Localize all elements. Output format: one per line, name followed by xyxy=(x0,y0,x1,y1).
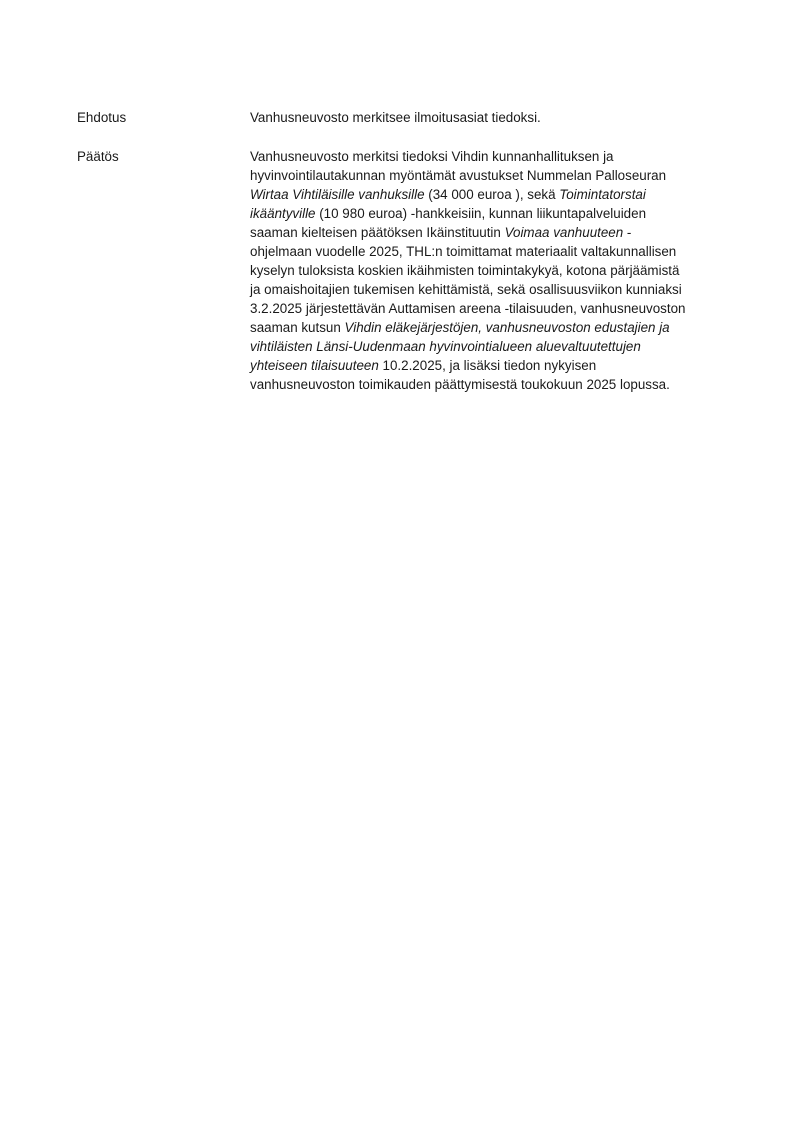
text-line xyxy=(250,261,740,280)
text-line xyxy=(250,318,740,337)
text-run: (10 980 euroa) -hankkeisiin, kunnan liikuntapalveluiden xyxy=(315,206,647,221)
paatos-text xyxy=(250,147,740,394)
text-run: vanhusneuvoston toimikauden päättymisestä toukokuun 2025 lopussa. xyxy=(250,377,670,392)
text-line xyxy=(250,299,740,318)
text-line xyxy=(250,280,740,299)
text-run: 10.2.2025, ja lisäksi tiedon nykyisen xyxy=(378,358,597,373)
text-line xyxy=(250,242,740,261)
text-run: ohjelmaan vuodelle 2025, THL:n toimittamat materiaalit valtakunnallisen xyxy=(250,244,677,259)
text-run: saaman kutsun xyxy=(250,320,345,335)
text-run: - xyxy=(623,225,632,240)
text-line xyxy=(250,147,740,166)
text-run: 3.2.2025 järjestettävän Auttamisen areena -tilaisuuden, vanhusneuvoston xyxy=(250,301,686,316)
text-run: saaman kielteisen päätöksen Ikäinstituutin xyxy=(250,225,505,240)
text-line xyxy=(250,337,740,356)
italic-text-run: Voimaa vanhuuteen xyxy=(504,225,624,240)
text-run: Vanhusneuvosto merkitsi tiedoksi Vihdin kunnanhallituksen ja xyxy=(250,149,614,164)
italic-text-run: vihtiläisten Länsi-Uudenmaan hyvinvointialueen aluevaltuutettujen xyxy=(250,339,641,354)
text-line xyxy=(250,375,740,394)
italic-text-run: ikääntyville xyxy=(250,206,316,221)
text-line xyxy=(250,108,740,127)
ehdotus-label: Ehdotus xyxy=(77,110,127,125)
text-line xyxy=(250,223,740,242)
italic-text-run: yhteiseen tilaisuuteen xyxy=(250,358,379,373)
text-run: hyvinvointilautakunnan myöntämät avustukset Nummelan Palloseuran xyxy=(250,168,667,183)
ehdotus-text xyxy=(250,108,740,127)
paatos-label: Päätös xyxy=(77,149,119,164)
text-line xyxy=(250,204,740,223)
italic-text-run: Wirtaa Vihtiläisille vanhuksille xyxy=(250,187,425,202)
italic-text-run: Toimintatorstai xyxy=(559,187,646,202)
text-line xyxy=(250,166,740,185)
text-run: kyselyn tuloksista koskien ikäihmisten toimintakykyä, kotona pärjäämistä xyxy=(250,263,680,278)
text-run: (34 000 euroa ), sekä xyxy=(424,187,560,202)
text-run: ja omaishoitajien tukemisen kehittämistä, sekä osallisuusviikon kunniaksi xyxy=(250,282,682,297)
text-line xyxy=(250,185,740,204)
italic-text-run: Vihdin eläkejärjestöjen, vanhusneuvoston edustajien ja xyxy=(344,320,670,335)
text-line xyxy=(250,356,740,375)
text-run: Vanhusneuvosto merkitsee ilmoitusasiat tiedoksi. xyxy=(250,110,541,125)
